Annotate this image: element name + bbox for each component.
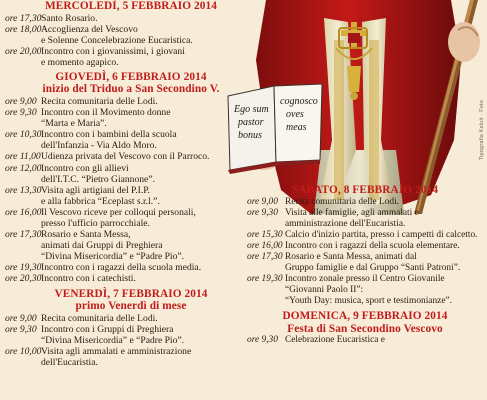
book-right-line: oves (286, 109, 304, 120)
entry-line: Visita alle famiglie, agli ammalati e (285, 207, 419, 218)
schedule-entry (0, 324, 262, 346)
day-header (243, 184, 487, 197)
schedule-entry (0, 273, 262, 284)
saint-statue-illustration (226, 0, 487, 214)
entry-time: ore 9,30 (5, 323, 37, 335)
day-header (0, 288, 262, 313)
entry-line: Incontro con i ragazzi della scuola elementare. (285, 240, 460, 251)
schedule-entry (0, 207, 262, 229)
entry-description (41, 207, 262, 229)
entry-line: Gruppo famiglie e dal Gruppo “Santi Patroni”. (285, 263, 461, 274)
entry-line: animati dai Gruppi di Preghiera (41, 240, 163, 252)
schedule-entry (0, 163, 262, 185)
schedule-entry (0, 346, 262, 368)
printer-credit: Tipografia Keluit · Foto (479, 100, 485, 161)
schedule-entry (0, 185, 262, 207)
entry-line: Recita comunitaria delle Lodi. (41, 312, 158, 324)
entry-description (285, 208, 487, 230)
entry-line: Incontro zonale presso il Centro Giovanile (285, 274, 445, 285)
left-schedule-column (0, 0, 262, 371)
entry-line: dell'I.T.C. “Pietro Giannone”. (41, 173, 155, 185)
day-title: MERCOLEDÌ, 5 FEBBRAIO 2014 (44, 0, 218, 12)
entry-line: e Solenne Concelebrazione Eucaristica. (41, 34, 193, 46)
entry-line: Udienza privata del Vescovo con il Parroco. (41, 151, 210, 163)
book-left-line: Ego sum (234, 104, 269, 115)
entry-time: ore 13,30 (5, 184, 42, 196)
entry-description (41, 24, 262, 46)
schedule-entry (0, 24, 262, 46)
entry-description (285, 274, 487, 307)
day-title: GIOVEDÌ, 6 FEBBRAIO 2014 (55, 70, 207, 83)
entry-time: ore 9,30 (5, 107, 37, 119)
entry-description (41, 151, 262, 162)
entry-time: ore 20,30 (5, 273, 42, 285)
schedule-entry (0, 13, 262, 24)
entry-line: Incontro con il Movimento donne (41, 107, 171, 119)
entry-time: ore 20,00 (5, 45, 42, 57)
entry-line: Celebrazione Eucaristica e (285, 335, 385, 346)
schedule-entry (0, 151, 262, 162)
entry-line: e alla fabbrica “Eceplast s.r.l.”. (41, 195, 160, 207)
entry-time: ore 9,30 (247, 335, 278, 346)
entry-time: ore 19,30 (247, 274, 283, 285)
entry-line: Incontro con i Gruppi di Preghiera (41, 323, 174, 335)
entry-description (41, 13, 262, 24)
entry-time: ore 16,00 (247, 240, 283, 251)
entry-line: Visita agli artigiani del P.I.P. (41, 184, 150, 196)
entry-description (41, 273, 262, 284)
entry-description (41, 262, 262, 273)
entry-line: Calcio d'inizio partita, presso i campetti di calcetto. (285, 229, 478, 240)
book-right-line: cognosco (280, 96, 318, 107)
schedule-entry (243, 241, 487, 252)
entry-line: Incontro con i catechisti. (41, 273, 136, 285)
entry-description (41, 96, 262, 107)
entry-time: ore 15,30 (247, 229, 283, 240)
entry-line: Il Vescovo riceve per colloqui personali, (41, 206, 196, 218)
right-schedule-column (243, 184, 487, 350)
book-left-line: pastor (238, 117, 264, 128)
entry-description (285, 230, 487, 241)
entry-description (41, 129, 262, 151)
entry-line: “Divina Misericordia” e “Padre Pio”. (41, 251, 185, 263)
entry-line: Incontro con gli allievi (41, 162, 129, 174)
entry-time: ore 10,30 (5, 129, 42, 141)
entry-description (41, 346, 262, 368)
entry-line: “Youth Day: musica, sport e testimonianze”. (285, 296, 452, 307)
entry-time: ore 9,30 (247, 207, 278, 218)
entry-description (41, 163, 262, 185)
entry-time: ore 17,30 (5, 12, 42, 24)
entry-time: ore 17,30 (247, 251, 283, 262)
entry-time: ore 16,00 (5, 206, 42, 218)
entry-description (41, 229, 262, 262)
book-right-line: meas (286, 122, 307, 133)
entry-line: dell'Infanzia - Via Aldo Moro. (41, 140, 157, 152)
entry-line: “Divina Misericordia” e “Padre Pio”. (41, 334, 185, 346)
schedule-entry (0, 262, 262, 273)
entry-time: ore 12,00 (5, 162, 42, 174)
entry-line: “Giovanni Paolo II”: (285, 285, 364, 296)
entry-time: ore 9,00 (5, 95, 37, 107)
schedule-entry (0, 96, 262, 107)
entry-line: dell'Eucaristia. (41, 356, 98, 368)
schedule-entry (243, 252, 487, 274)
entry-description (41, 185, 262, 207)
entry-line: Recita comunitaria delle Lodi. (285, 196, 400, 207)
entry-line: Santo Rosario. (41, 12, 98, 24)
entry-line: amministrazione dell'Eucaristia. (285, 218, 406, 229)
entry-line: Visita agli ammalati e amministrazione (41, 345, 192, 357)
entry-time: ore 9,00 (247, 196, 278, 207)
entry-time: ore 19,30 (5, 262, 42, 274)
schedule-entry (0, 46, 262, 68)
entry-line: presso l'ufficio parrocchiale. (41, 218, 150, 229)
schedule-entry (243, 197, 487, 208)
entry-description (285, 197, 487, 208)
entry-line: Incontro con i bambini della scuola (41, 129, 177, 141)
entry-description (41, 46, 262, 68)
entry-time: ore 11,00 (5, 151, 41, 163)
day-header (0, 71, 262, 96)
entry-line: Recita comunitaria delle Lodi. (41, 95, 158, 107)
entry-description (285, 335, 487, 346)
schedule-entry (243, 230, 487, 241)
entry-line: Incontro con i giovanissimi, i giovani (41, 45, 185, 57)
entry-time: ore 17,30 (5, 229, 42, 241)
entry-description (285, 241, 487, 252)
entry-description (285, 252, 487, 274)
entry-time: ore 18,00 (5, 23, 42, 35)
schedule-entry (243, 208, 487, 230)
day-subtitle: inizio del Triduo a San Secondino V. (42, 83, 220, 96)
schedule-entry (0, 229, 262, 262)
entry-description (41, 324, 262, 346)
day-subtitle: primo Venerdì di mese (75, 300, 187, 313)
day-subtitle: Festa di San Secondino Vescovo (287, 322, 443, 335)
day-header (243, 310, 487, 335)
entry-line: Rosario e Santa Messa, animati dal (285, 251, 417, 262)
schedule-entry (243, 274, 487, 307)
entry-time: ore 9,00 (5, 312, 37, 324)
day-title: SABATO, 8 FEBBRAIO 2014 (291, 184, 439, 196)
day-header (0, 0, 262, 13)
entry-description (41, 313, 262, 324)
entry-line: Accoglienza del Vescovo (41, 23, 138, 35)
entry-time: ore 10,00 (5, 345, 42, 357)
entry-line: Incontro con i ragazzi della scuola media. (41, 262, 202, 274)
entry-line: e momento agapico. (41, 56, 119, 68)
schedule-entry (0, 313, 262, 324)
day-title: VENERDÌ, 7 FEBBRAIO 2014 (54, 287, 208, 300)
entry-description (41, 107, 262, 129)
entry-line: Rosario e Santa Messa, (41, 229, 131, 241)
entry-line: “Marta e Maria”. (41, 118, 107, 130)
day-title: DOMENICA, 9 FEBBRAIO 2014 (282, 310, 448, 323)
schedule-entry (0, 129, 262, 151)
book-left-line: bonus (238, 130, 262, 141)
schedule-entry (243, 335, 487, 346)
schedule-entry (0, 107, 262, 129)
